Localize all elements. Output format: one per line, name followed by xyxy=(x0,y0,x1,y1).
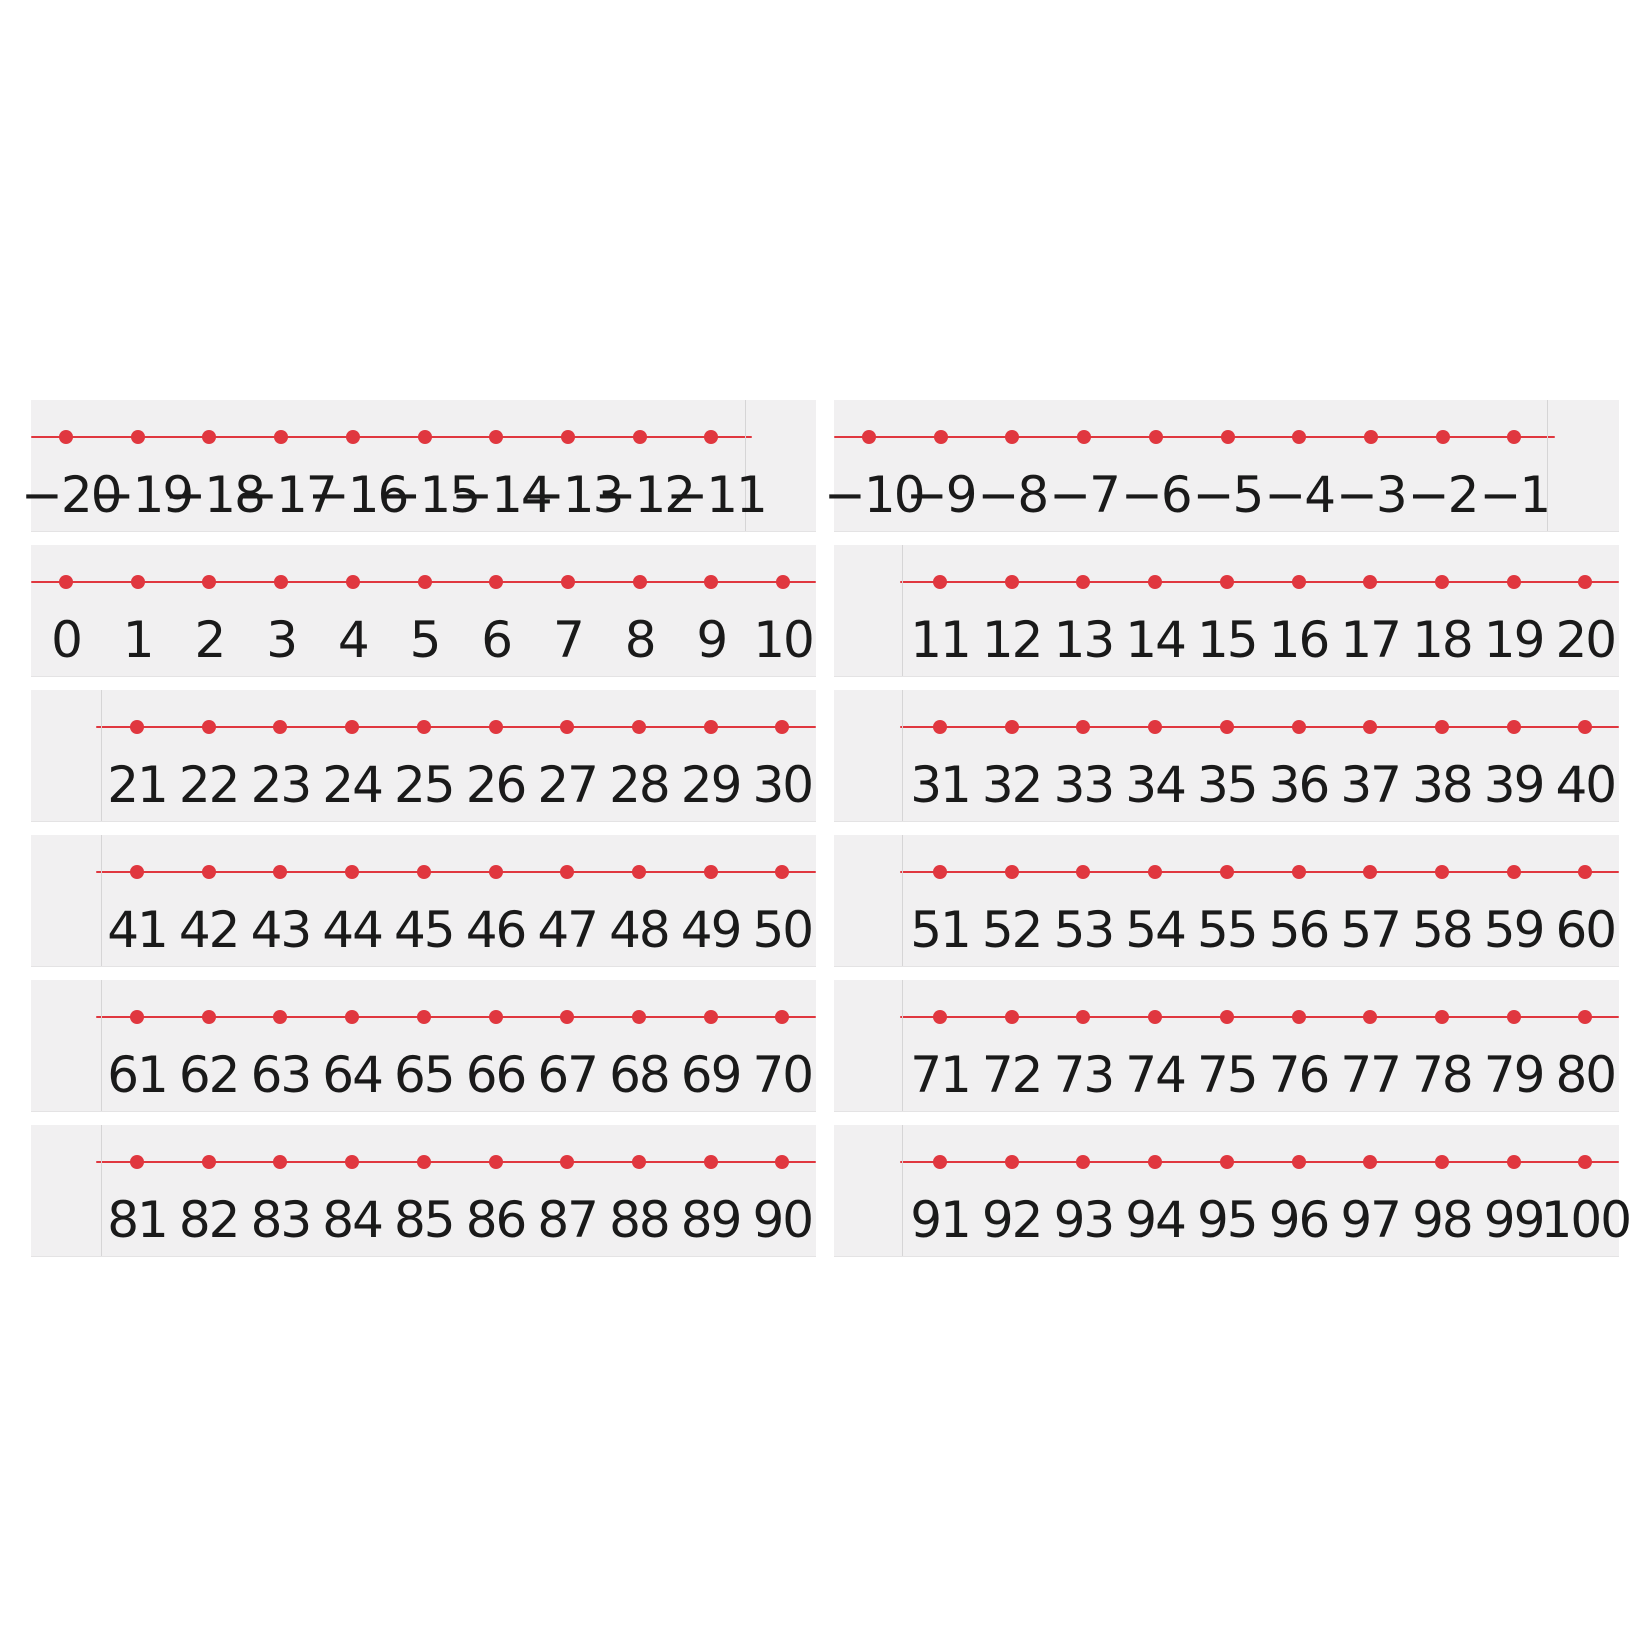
tick-label: 89 xyxy=(680,1191,741,1249)
tick-label: 97 xyxy=(1340,1191,1400,1249)
tick-label: 76 xyxy=(1268,1046,1329,1104)
tick-label: −13 xyxy=(522,466,623,524)
tick-label: 36 xyxy=(1268,756,1329,814)
tick-dot xyxy=(1435,865,1449,879)
tick-dot xyxy=(489,1155,503,1169)
tick-label: −18 xyxy=(164,466,264,524)
tick-dot xyxy=(561,575,575,589)
tick-dot xyxy=(489,720,503,734)
tick-label: −20 xyxy=(21,466,121,524)
tick-label: 73 xyxy=(1053,1046,1114,1104)
tick-label: 14 xyxy=(1125,611,1185,669)
tick-dot xyxy=(130,1155,144,1169)
tick-dot xyxy=(1220,720,1234,734)
tick-dot xyxy=(418,575,432,589)
number-line-strip xyxy=(834,545,1619,676)
tick-label: 84 xyxy=(322,1191,382,1249)
number-line-strip xyxy=(824,400,1619,531)
number-line-strip xyxy=(31,980,816,1111)
tick-label: −8 xyxy=(977,466,1048,524)
number-line-strip xyxy=(21,400,816,531)
tick-label: −1 xyxy=(1479,466,1550,524)
tick-label: 28 xyxy=(609,756,669,814)
tick-label: 17 xyxy=(1340,611,1400,669)
tick-dot xyxy=(1076,575,1090,589)
tick-dot xyxy=(633,430,647,444)
tick-dot xyxy=(1363,1010,1377,1024)
tick-dot xyxy=(202,865,216,879)
tick-label: 100 xyxy=(1540,1191,1631,1249)
tick-dot xyxy=(1076,1155,1090,1169)
tick-label: 78 xyxy=(1412,1046,1472,1104)
tick-dot xyxy=(489,430,503,444)
tick-label: −19 xyxy=(92,466,193,524)
tick-label: 93 xyxy=(1053,1191,1114,1249)
tick-label: 45 xyxy=(393,901,454,959)
tick-dot xyxy=(560,1010,574,1024)
tick-dot xyxy=(1435,1010,1449,1024)
tick-label: 38 xyxy=(1412,756,1472,814)
tick-label: 61 xyxy=(107,1046,167,1104)
number-line-strip xyxy=(31,835,816,966)
tick-dot xyxy=(933,720,947,734)
tick-dot xyxy=(1148,865,1162,879)
tick-label: 12 xyxy=(981,611,1042,669)
tick-dot xyxy=(1148,575,1162,589)
tick-label: 24 xyxy=(322,756,382,814)
tick-label: 32 xyxy=(981,756,1042,814)
tick-label: 68 xyxy=(609,1046,669,1104)
tick-dot xyxy=(273,720,287,734)
tick-dot xyxy=(1292,1155,1306,1169)
tick-dot xyxy=(1220,575,1234,589)
tick-label: 11 xyxy=(910,611,970,669)
tick-dot xyxy=(274,575,288,589)
tick-label: 8 xyxy=(624,611,655,669)
tick-dot xyxy=(202,575,216,589)
tick-label: 91 xyxy=(910,1191,970,1249)
tick-dot xyxy=(1435,720,1449,734)
tick-dot xyxy=(776,575,790,589)
tick-dot xyxy=(1507,430,1521,444)
tick-dot xyxy=(933,865,947,879)
tick-dot xyxy=(1077,430,1091,444)
tick-label: 20 xyxy=(1555,611,1616,669)
tick-dot xyxy=(59,430,73,444)
tick-label: 13 xyxy=(1053,611,1114,669)
tick-label: 7 xyxy=(552,611,583,669)
tick-label: 21 xyxy=(107,756,167,814)
tick-label: 87 xyxy=(537,1191,597,1249)
tick-dot xyxy=(1578,575,1592,589)
tick-dot xyxy=(1507,575,1521,589)
tick-dot xyxy=(1507,1155,1521,1169)
tick-label: 82 xyxy=(178,1191,239,1249)
tick-dot xyxy=(489,575,503,589)
tick-dot xyxy=(130,865,144,879)
number-line-strip xyxy=(834,690,1619,821)
tick-dot xyxy=(775,1010,789,1024)
tick-dot xyxy=(130,720,144,734)
tick-dot xyxy=(1148,720,1162,734)
tick-label: 3 xyxy=(266,611,296,669)
tick-label: 86 xyxy=(465,1191,526,1249)
tick-label: −3 xyxy=(1336,466,1406,524)
tick-label: −10 xyxy=(824,466,924,524)
tick-label: 29 xyxy=(680,756,741,814)
tick-label: 56 xyxy=(1268,901,1329,959)
tick-label: 53 xyxy=(1053,901,1114,959)
tick-label: 55 xyxy=(1196,901,1257,959)
number-line-strip xyxy=(31,545,816,676)
tick-label: 66 xyxy=(465,1046,526,1104)
tick-label: 50 xyxy=(752,901,813,959)
tick-dot xyxy=(1220,1155,1234,1169)
tick-dot xyxy=(202,1155,216,1169)
tick-dot xyxy=(1076,720,1090,734)
tick-dot xyxy=(345,720,359,734)
tick-label: 57 xyxy=(1340,901,1400,959)
tick-label: 65 xyxy=(393,1046,454,1104)
tick-label: −16 xyxy=(307,466,408,524)
number-line-strip xyxy=(31,1125,816,1256)
tick-label: 99 xyxy=(1483,1191,1544,1249)
tick-label: 77 xyxy=(1340,1046,1400,1104)
tick-label: 94 xyxy=(1125,1191,1185,1249)
tick-label: −15 xyxy=(379,466,480,524)
number-line-strip xyxy=(834,980,1619,1111)
tick-dot xyxy=(346,575,360,589)
tick-dot xyxy=(934,430,948,444)
tick-dot xyxy=(1005,1155,1019,1169)
tick-label: 22 xyxy=(178,756,239,814)
tick-dot xyxy=(1292,720,1306,734)
tick-dot xyxy=(1364,430,1378,444)
tick-dot xyxy=(273,1155,287,1169)
tick-label: −7 xyxy=(1049,466,1119,524)
tick-dot xyxy=(561,430,575,444)
number-line-strip xyxy=(31,690,816,821)
tick-dot xyxy=(1363,575,1377,589)
tick-dot xyxy=(632,1155,646,1169)
tick-label: 69 xyxy=(680,1046,741,1104)
tick-label: 35 xyxy=(1196,756,1257,814)
tick-dot xyxy=(704,865,718,879)
tick-dot xyxy=(273,865,287,879)
tick-label: 83 xyxy=(250,1191,311,1249)
number-line-strip xyxy=(834,1125,1631,1256)
tick-label: 60 xyxy=(1555,901,1616,959)
tick-label: 26 xyxy=(465,756,526,814)
tick-dot xyxy=(1507,720,1521,734)
tick-dot xyxy=(489,865,503,879)
tick-dot xyxy=(933,1010,947,1024)
tick-dot xyxy=(775,865,789,879)
tick-dot xyxy=(632,1010,646,1024)
tick-dot xyxy=(1435,1155,1449,1169)
tick-label: 42 xyxy=(178,901,239,959)
tick-dot xyxy=(704,430,718,444)
tick-dot xyxy=(1363,1155,1377,1169)
tick-dot xyxy=(131,430,145,444)
tick-dot xyxy=(202,720,216,734)
tick-label: 95 xyxy=(1196,1191,1257,1249)
tick-dot xyxy=(560,1155,574,1169)
tick-dot xyxy=(345,1010,359,1024)
tick-label: 27 xyxy=(537,756,597,814)
tick-label: 34 xyxy=(1125,756,1185,814)
tick-label: −2 xyxy=(1407,466,1478,524)
tick-dot xyxy=(1578,1010,1592,1024)
tick-label: 81 xyxy=(107,1191,167,1249)
tick-label: 98 xyxy=(1412,1191,1472,1249)
tick-dot xyxy=(1578,865,1592,879)
tick-dot xyxy=(1005,1010,1019,1024)
tick-label: 16 xyxy=(1268,611,1329,669)
tick-dot xyxy=(131,575,145,589)
tick-dot xyxy=(1076,1010,1090,1024)
tick-dot xyxy=(704,720,718,734)
tick-dot xyxy=(346,430,360,444)
tick-label: 79 xyxy=(1483,1046,1544,1104)
tick-dot xyxy=(273,1010,287,1024)
tick-dot xyxy=(345,865,359,879)
tick-dot xyxy=(560,865,574,879)
tick-dot xyxy=(274,430,288,444)
tick-dot xyxy=(560,720,574,734)
tick-label: −4 xyxy=(1264,466,1335,524)
tick-dot xyxy=(417,1155,431,1169)
tick-label: −12 xyxy=(594,466,695,524)
tick-label: −17 xyxy=(236,466,336,524)
tick-label: 85 xyxy=(393,1191,454,1249)
tick-label: 31 xyxy=(910,756,970,814)
tick-label: 92 xyxy=(981,1191,1042,1249)
tick-dot xyxy=(345,1155,359,1169)
tick-label: 4 xyxy=(337,611,368,669)
tick-label: 2 xyxy=(194,611,225,669)
tick-dot xyxy=(1578,1155,1592,1169)
tick-dot xyxy=(704,1155,718,1169)
tick-dot xyxy=(1220,1010,1234,1024)
tick-dot xyxy=(417,720,431,734)
tick-dot xyxy=(1292,865,1306,879)
tick-label: 33 xyxy=(1053,756,1114,814)
tick-dot xyxy=(418,430,432,444)
tick-label: −14 xyxy=(451,466,551,524)
tick-dot xyxy=(1507,1010,1521,1024)
tick-label: 58 xyxy=(1412,901,1472,959)
tick-dot xyxy=(417,1010,431,1024)
tick-label: −9 xyxy=(905,466,976,524)
tick-dot xyxy=(489,1010,503,1024)
tick-dot xyxy=(1005,720,1019,734)
tick-label: 1 xyxy=(122,611,153,669)
tick-label: 46 xyxy=(465,901,526,959)
tick-dot xyxy=(704,1010,718,1024)
tick-dot xyxy=(775,1155,789,1169)
tick-label: 37 xyxy=(1340,756,1400,814)
tick-label: 48 xyxy=(609,901,669,959)
tick-label: 0 xyxy=(51,611,81,669)
tick-label: 52 xyxy=(981,901,1042,959)
tick-dot xyxy=(933,1155,947,1169)
tick-label: 44 xyxy=(322,901,382,959)
tick-dot xyxy=(1148,1155,1162,1169)
tick-label: 54 xyxy=(1125,901,1185,959)
tick-label: 62 xyxy=(178,1046,239,1104)
tick-label: 49 xyxy=(680,901,741,959)
tick-dot xyxy=(632,720,646,734)
tick-dot xyxy=(1005,865,1019,879)
tick-dot xyxy=(704,575,718,589)
tick-dot xyxy=(1076,865,1090,879)
tick-label: 5 xyxy=(409,611,440,669)
tick-dot xyxy=(1005,430,1019,444)
tick-label: 43 xyxy=(250,901,311,959)
tick-label: 70 xyxy=(752,1046,813,1104)
tick-dot xyxy=(1292,575,1306,589)
tick-label: 30 xyxy=(752,756,813,814)
tick-label: 59 xyxy=(1483,901,1544,959)
tick-dot xyxy=(1221,430,1235,444)
tick-label: 96 xyxy=(1268,1191,1329,1249)
tick-dot xyxy=(1292,1010,1306,1024)
tick-dot xyxy=(1005,575,1019,589)
tick-dot xyxy=(775,720,789,734)
tick-label: 40 xyxy=(1555,756,1616,814)
tick-dot xyxy=(632,865,646,879)
tick-label: −6 xyxy=(1120,466,1191,524)
tick-label: 71 xyxy=(910,1046,970,1104)
tick-dot xyxy=(1578,720,1592,734)
tick-label: 19 xyxy=(1483,611,1544,669)
tick-label: 64 xyxy=(322,1046,382,1104)
tick-label: 63 xyxy=(250,1046,311,1104)
tick-dot xyxy=(202,430,216,444)
tick-label: −5 xyxy=(1192,466,1263,524)
tick-dot xyxy=(417,865,431,879)
tick-label: 51 xyxy=(910,901,970,959)
tick-label: 72 xyxy=(981,1046,1042,1104)
tick-label: 90 xyxy=(752,1191,813,1249)
tick-label: 23 xyxy=(250,756,311,814)
tick-dot xyxy=(1148,1010,1162,1024)
tick-label: 25 xyxy=(393,756,454,814)
tick-dot xyxy=(1363,865,1377,879)
tick-label: 15 xyxy=(1196,611,1257,669)
number-line-strip xyxy=(834,835,1619,966)
tick-dot xyxy=(130,1010,144,1024)
tick-label: 18 xyxy=(1412,611,1472,669)
tick-label: 74 xyxy=(1125,1046,1185,1104)
tick-dot xyxy=(1220,865,1234,879)
tick-label: 41 xyxy=(107,901,167,959)
tick-dot xyxy=(1149,430,1163,444)
tick-dot xyxy=(1436,430,1450,444)
tick-label: 67 xyxy=(537,1046,597,1104)
tick-label: 6 xyxy=(481,611,512,669)
tick-dot xyxy=(862,430,876,444)
tick-dot xyxy=(1435,575,1449,589)
tick-label: 88 xyxy=(609,1191,669,1249)
tick-dot xyxy=(633,575,647,589)
tick-label: 39 xyxy=(1483,756,1544,814)
tick-label: 80 xyxy=(1555,1046,1616,1104)
tick-label: 9 xyxy=(696,611,727,669)
tick-dot xyxy=(1292,430,1306,444)
tick-dot xyxy=(1507,865,1521,879)
tick-dot xyxy=(202,1010,216,1024)
tick-label: −11 xyxy=(666,466,766,524)
tick-label: 47 xyxy=(537,901,597,959)
tick-dot xyxy=(1363,720,1377,734)
tick-label: 10 xyxy=(753,611,813,669)
tick-dot xyxy=(59,575,73,589)
tick-dot xyxy=(933,575,947,589)
tick-label: 75 xyxy=(1196,1046,1257,1104)
